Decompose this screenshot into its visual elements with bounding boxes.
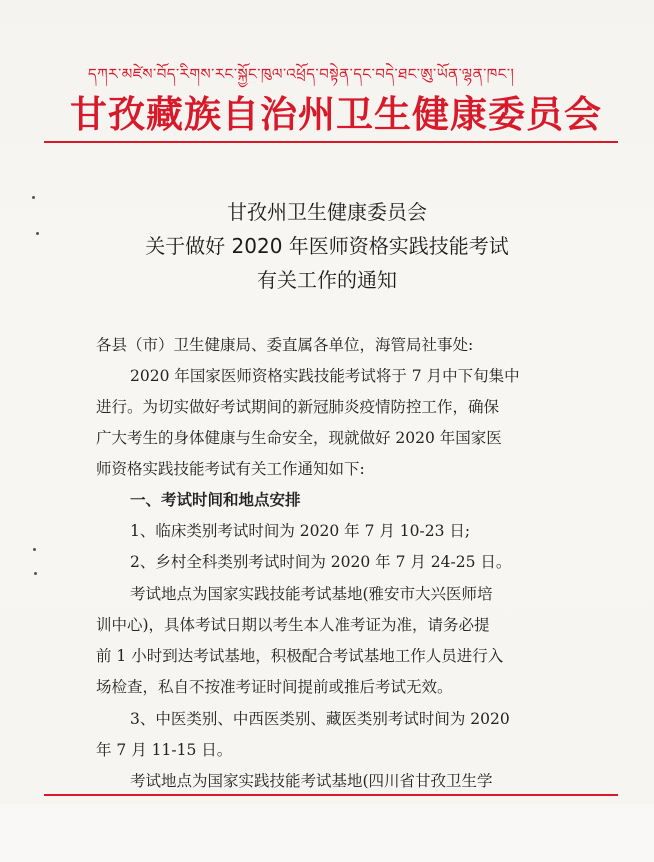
header-red-rule	[44, 141, 618, 143]
paragraph-1-line-4: 师资格实践技能考试有关工作通知如下:	[96, 460, 365, 478]
paragraph-2-line-2: 训中心)，具体考试日期以考生本人准考证为准，请务必提	[96, 616, 490, 634]
paragraph-2-line-3: 前 1 小时到达考试基地，积极配合考试基地工作人员进行入	[96, 647, 504, 665]
tibetan-header-text: དཀར་མཛེས་བོད་རིགས་རང་སྐྱོང་ཁུལ་འཕྲོད་བསྟེན་དང་བདེ་ཐང་ཨུ་ཡོན་ལྷན་ཁང་།	[88, 65, 515, 83]
paragraph-2-line-4: 场检查，私自不按准考证时间提前或推后考试无效。	[96, 678, 453, 696]
issuing-authority-title: 甘孜藏族自治州卫生健康委员会	[70, 92, 602, 136]
section-1-heading: 一、考试时间和地点安排	[130, 490, 301, 509]
item-3-line-2: 年 7 月 11-15 日。	[96, 741, 233, 759]
salutation: 各县（市）卫生健康局、委直属各单位，海管局社事处:	[96, 336, 474, 354]
paragraph-3-line-1: 考试地点为国家实践技能考试基地(四川省甘孜卫生学	[130, 772, 493, 790]
document-title-line-3: 有关工作的通知	[257, 268, 397, 292]
scan-speck	[33, 548, 36, 551]
document-title-line-1: 甘孜州卫生健康委员会	[227, 200, 427, 224]
page-bottom-margin	[0, 804, 654, 862]
paragraph-1-line-2: 进行。为切实做好考试期间的新冠肺炎疫情防控工作，确保	[96, 398, 500, 416]
item-1: 1、临床类别考试时间为 2020 年 7 月 10-23 日;	[130, 522, 471, 540]
scan-speck	[36, 232, 39, 235]
paragraph-2-line-1: 考试地点为国家实践技能考试基地(雅安市大兴医师培	[130, 585, 493, 603]
item-2: 2、乡村全科类别考试时间为 2020 年 7 月 24-25 日。	[130, 553, 512, 571]
scan-speck	[32, 196, 35, 199]
paragraph-1-line-1: 2020 年国家医师资格实践技能考试将于 7 月中下旬集中	[130, 367, 520, 385]
footer-red-rule	[44, 794, 618, 796]
paragraph-1-line-3: 广大考生的身体健康与生命安全，现就做好 2020 年国家医	[96, 429, 502, 447]
document-title-line-2: 关于做好 2020 年医师资格实践技能考试	[145, 234, 509, 258]
item-3-line-1: 3、中医类别、中西医类别、藏医类别考试时间为 2020	[130, 710, 510, 728]
scan-speck	[34, 572, 37, 575]
